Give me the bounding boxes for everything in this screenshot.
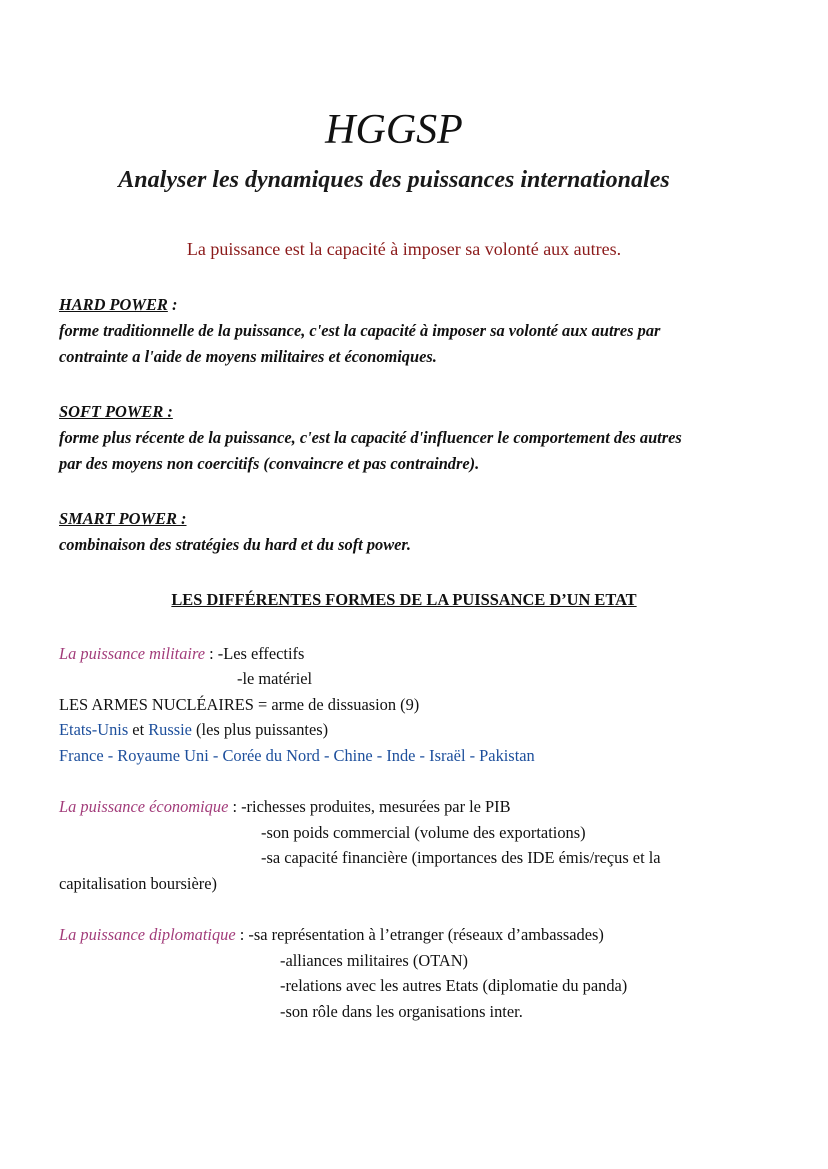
diplomatic-item-1: -sa représentation à l’etranger (réseaux d’ambassades) bbox=[248, 925, 604, 944]
country-item: Royaume Uni bbox=[117, 746, 209, 765]
economic-item-2: -son poids commercial (volume des exportations) bbox=[261, 823, 586, 842]
economic-item-3: -sa capacité financière (importances des IDE émis/reçus et la bbox=[261, 848, 661, 867]
economic-line-1 bbox=[59, 794, 511, 820]
country-item: France bbox=[59, 746, 104, 765]
economic-line-3 bbox=[261, 845, 661, 871]
economic-sep: : bbox=[228, 797, 242, 816]
nuclear-rest: = arme de dissuasion (9) bbox=[253, 695, 420, 714]
country-item: Corée du Nord bbox=[222, 746, 320, 765]
diplomatic-line-4 bbox=[280, 999, 523, 1025]
nuclear-caps: LES ARMES NUCLÉAIRES bbox=[59, 695, 254, 714]
soft-power-desc-line1: forme plus récente de la puissance, c'est la capacité d'influencer le comportement des autres bbox=[59, 428, 682, 447]
top-and: et bbox=[128, 720, 149, 739]
country-item: Israël bbox=[429, 746, 466, 765]
hard-power-term: HARD POWER bbox=[59, 295, 168, 314]
soft-power-desc-line2: par des moyens non coercitifs (convaincre et pas contraindre). bbox=[59, 454, 480, 473]
page-subtitle: Analyser les dynamiques des puissances internationales bbox=[118, 167, 670, 193]
smart-power-desc-line1: combinaison des stratégies du hard et du soft power. bbox=[59, 535, 411, 554]
military-label: La puissance militaire bbox=[59, 644, 205, 663]
country-sep: - bbox=[415, 746, 430, 765]
country-sep: - bbox=[372, 746, 387, 765]
hard-power-block bbox=[59, 292, 759, 370]
soft-power-block bbox=[59, 399, 759, 477]
country-item: Inde bbox=[386, 746, 416, 765]
country-item: Chine bbox=[333, 746, 373, 765]
top-note: (les plus puissantes) bbox=[191, 720, 329, 739]
nuclear-countries-line bbox=[59, 743, 535, 769]
country-sep: - bbox=[103, 746, 118, 765]
power-definition: La puissance est la capacité à imposer sa volonté aux autres. bbox=[186, 239, 622, 259]
country-sep: - bbox=[208, 746, 223, 765]
diplomatic-item-3: -relations avec les autres Etats (diplomatie du panda) bbox=[280, 976, 628, 995]
military-sep: : bbox=[205, 644, 218, 663]
country-sep: - bbox=[319, 746, 334, 765]
country-sep: - bbox=[465, 746, 480, 765]
military-item-1: -Les effectifs bbox=[217, 644, 305, 663]
country-usa: Etats-Unis bbox=[59, 720, 129, 739]
diplomatic-line-3 bbox=[280, 973, 627, 999]
economic-item-3-cont: capitalisation boursière) bbox=[59, 874, 217, 893]
diplomatic-label: La puissance diplomatique bbox=[59, 925, 236, 944]
military-line-2 bbox=[237, 666, 312, 692]
economic-line-4 bbox=[59, 871, 217, 897]
economic-label: La puissance économique bbox=[59, 797, 229, 816]
smart-power-block bbox=[59, 506, 759, 558]
economic-line-2 bbox=[261, 820, 586, 846]
section-heading: LES DIFFÉRENTES FORMES DE LA PUISSANCE D’UN ETAT bbox=[171, 590, 637, 609]
smart-power-term: SMART POWER : bbox=[59, 509, 187, 528]
diplomatic-line-1 bbox=[59, 922, 604, 948]
diplomatic-item-2: -alliances militaires (OTAN) bbox=[280, 951, 469, 970]
page-title: HGGSP bbox=[325, 107, 463, 153]
country-item: Pakistan bbox=[479, 746, 535, 765]
country-russia: Russie bbox=[148, 720, 192, 739]
top-nuclear-line bbox=[59, 717, 328, 743]
soft-power-term: SOFT POWER : bbox=[59, 402, 173, 421]
diplomatic-sep: : bbox=[235, 925, 249, 944]
military-line-1 bbox=[59, 641, 304, 667]
hard-power-desc-line2: contrainte a l'aide de moyens militaires et économiques. bbox=[59, 347, 437, 366]
hard-power-desc-line1: forme traditionnelle de la puissance, c'est la capacité à imposer sa volonté aux autres par bbox=[59, 321, 661, 340]
diplomatic-line-2 bbox=[280, 948, 468, 974]
hard-power-colon: : bbox=[167, 295, 178, 314]
nuclear-line bbox=[59, 692, 419, 718]
military-item-2: -le matériel bbox=[237, 669, 313, 688]
diplomatic-item-4: -son rôle dans les organisations inter. bbox=[280, 1002, 523, 1021]
economic-item-1: -richesses produites, mesurées par le PIB bbox=[241, 797, 511, 816]
